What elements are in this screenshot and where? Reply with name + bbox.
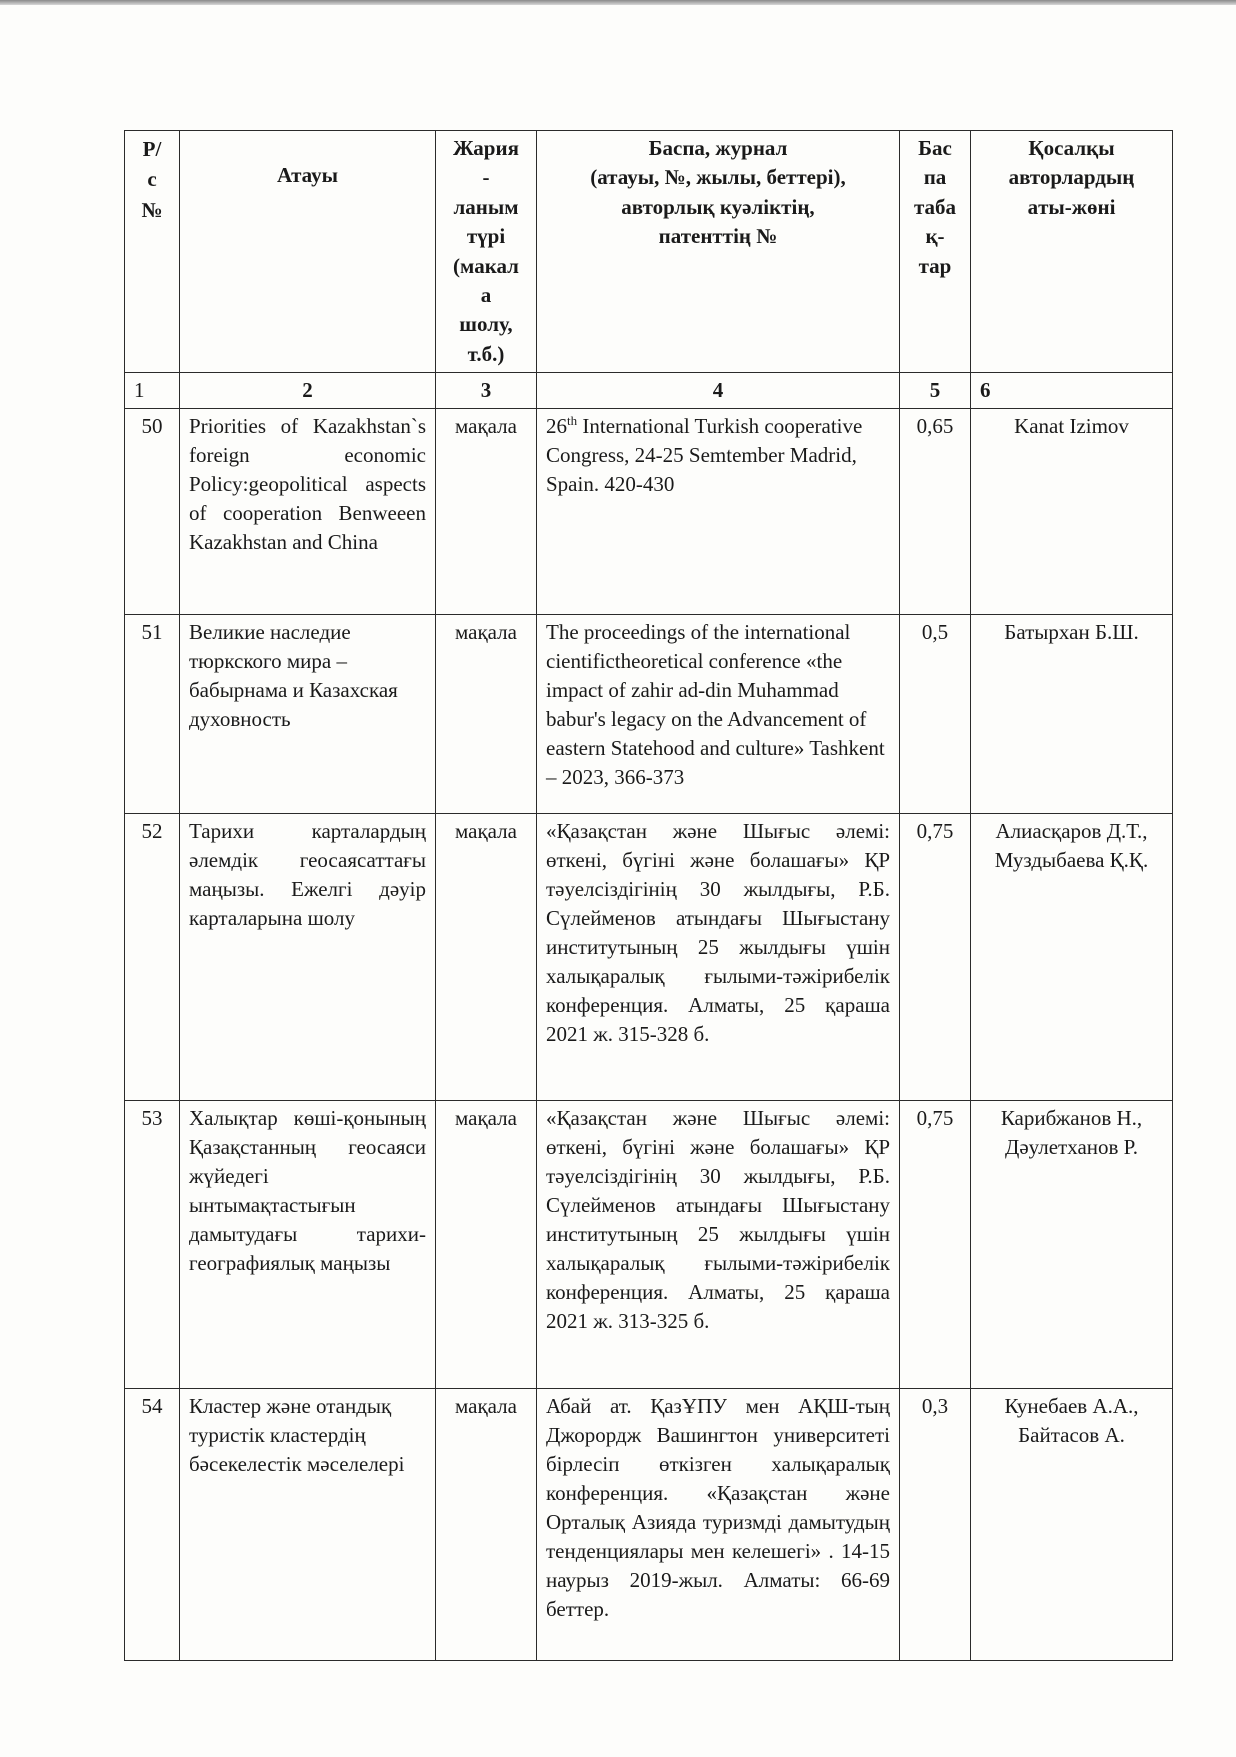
row-number: 54 xyxy=(125,1389,180,1661)
table-row xyxy=(125,409,1173,615)
index-cell: 2 xyxy=(180,373,436,409)
header-coauthors: Қосалқы авторлардың aты-жөні xyxy=(971,131,1173,373)
publisher-text: International Turkish cooperative Congress, 24-25 Semtember Madrid, Spain. 420-430 xyxy=(546,414,863,497)
row-publisher: Абай ат. ҚазҰПУ мен АҚШ-тың Джорордж Вашингтон университеті бірлесіп өткізген халықаралық конференция. «Қазақстан және Орталық Азияда туризмді дамытудың тенденциялары мен келешегі» . 14-15 наурыз 2019-жыл. Алматы: 66-69 беттер. xyxy=(537,1389,900,1661)
index-cell: 5 xyxy=(900,373,971,409)
row-volume: 0,75 xyxy=(900,1101,971,1389)
header-kind: Жария - ланым түрі (макал а шолу, т.б.) xyxy=(436,131,537,373)
header-row xyxy=(125,131,1173,373)
row-number: 50 xyxy=(125,409,180,615)
row-coauthors: Карибжанов Н., Дәулетханов Р. xyxy=(971,1101,1173,1389)
row-coauthors: Кунебаев А.А., Байтасов А. xyxy=(971,1389,1173,1661)
index-cell: 3 xyxy=(436,373,537,409)
row-number: 53 xyxy=(125,1101,180,1389)
row-kind: мақала xyxy=(436,615,537,814)
header-num: Р/ с № xyxy=(125,131,180,373)
row-volume: 0,75 xyxy=(900,814,971,1101)
row-number: 52 xyxy=(125,814,180,1101)
row-volume: 0,3 xyxy=(900,1389,971,1661)
row-publisher: «Қазақстан және Шығыс әлемі: өткені, бүгіні және болашағы» ҚР тәуелсіздігінің 30 жылдығы, Р.Б. Сүлейменов атындағы Шығыстану институтының 25 жылдығы үшін халықаралық ғылыми-тәжірибелік конференция. Алматы, 25 қараша 2021 ж. 313-325 б. xyxy=(537,1101,900,1389)
publisher-ordinal: 26 xyxy=(546,414,567,439)
row-title: Кластер және отандық туристік кластердің бәсекелестік мәселелері xyxy=(180,1389,436,1661)
row-kind: мақала xyxy=(436,1389,537,1661)
index-cell: 6 xyxy=(971,373,1173,409)
publisher-ordinal-suffix: th xyxy=(567,413,578,429)
row-coauthors: Батырхан Б.Ш. xyxy=(971,615,1173,814)
row-title: Тарихи карталардың әлемдік геосаясаттағы маңызы. Ежелгі дәуір карталарына шолу xyxy=(180,814,436,1101)
row-volume: 0,5 xyxy=(900,615,971,814)
header-publisher: Баспа, журнал (атауы, №, жылы, беттері), авторлық куәліктің, патенттің № xyxy=(537,131,900,373)
header-volume: Бас па таба қ- тар xyxy=(900,131,971,373)
table-row xyxy=(125,1101,1173,1389)
index-cell: 4 xyxy=(537,373,900,409)
row-title: Халықтар көші-қонының Қазақстанның геосаяси жүйедегі ынтымақтастығын дамытудағы тарихи-географиялық маңызы xyxy=(180,1101,436,1389)
row-coauthors: Алиасқаров Д.Т., Муздыбаева Қ.Қ. xyxy=(971,814,1173,1101)
row-kind: мақала xyxy=(436,1101,537,1389)
row-volume: 0,65 xyxy=(900,409,971,615)
row-title: Priorities of Kazakhstan`s foreign economic Policy:geopolitical aspects of cooperation Benweeen Kazakhstan and China xyxy=(180,409,436,615)
row-publisher: «Қазақстан және Шығыс әлемі: өткені, бүгіні және болашағы» ҚР тәуелсіздігінің 30 жылдығы, Р.Б. Сүлейменов атындағы Шығыстану институтының 25 жылдығы үшін халықаралық ғылыми-тәжірибелік конференция. Алматы, 25 қараша 2021 ж. 315-328 б. xyxy=(537,814,900,1101)
column-index-row xyxy=(125,373,1173,409)
table-row xyxy=(125,1389,1173,1661)
index-cell: 1 xyxy=(125,373,180,409)
row-title: Великие наследие тюркского мира – бабырнама и Казахская духовность xyxy=(180,615,436,814)
row-kind: мақала xyxy=(436,814,537,1101)
row-number: 51 xyxy=(125,615,180,814)
header-title: Атауы xyxy=(180,131,436,373)
table-row xyxy=(125,615,1173,814)
scan-top-edge xyxy=(0,0,1236,5)
row-publisher xyxy=(537,409,900,615)
publications-table xyxy=(124,130,1173,1661)
row-coauthors: Kanat Izimov xyxy=(971,409,1173,615)
row-publisher: The proceedings of the international cientifictheoretical conference «the impact of zahir ad-din Muhammad babur's legacy on the Advancement of eastern Statehood and culture» Tashkent – 2023, 366-373 xyxy=(537,615,900,814)
row-kind: мақала xyxy=(436,409,537,615)
table-row xyxy=(125,814,1173,1101)
